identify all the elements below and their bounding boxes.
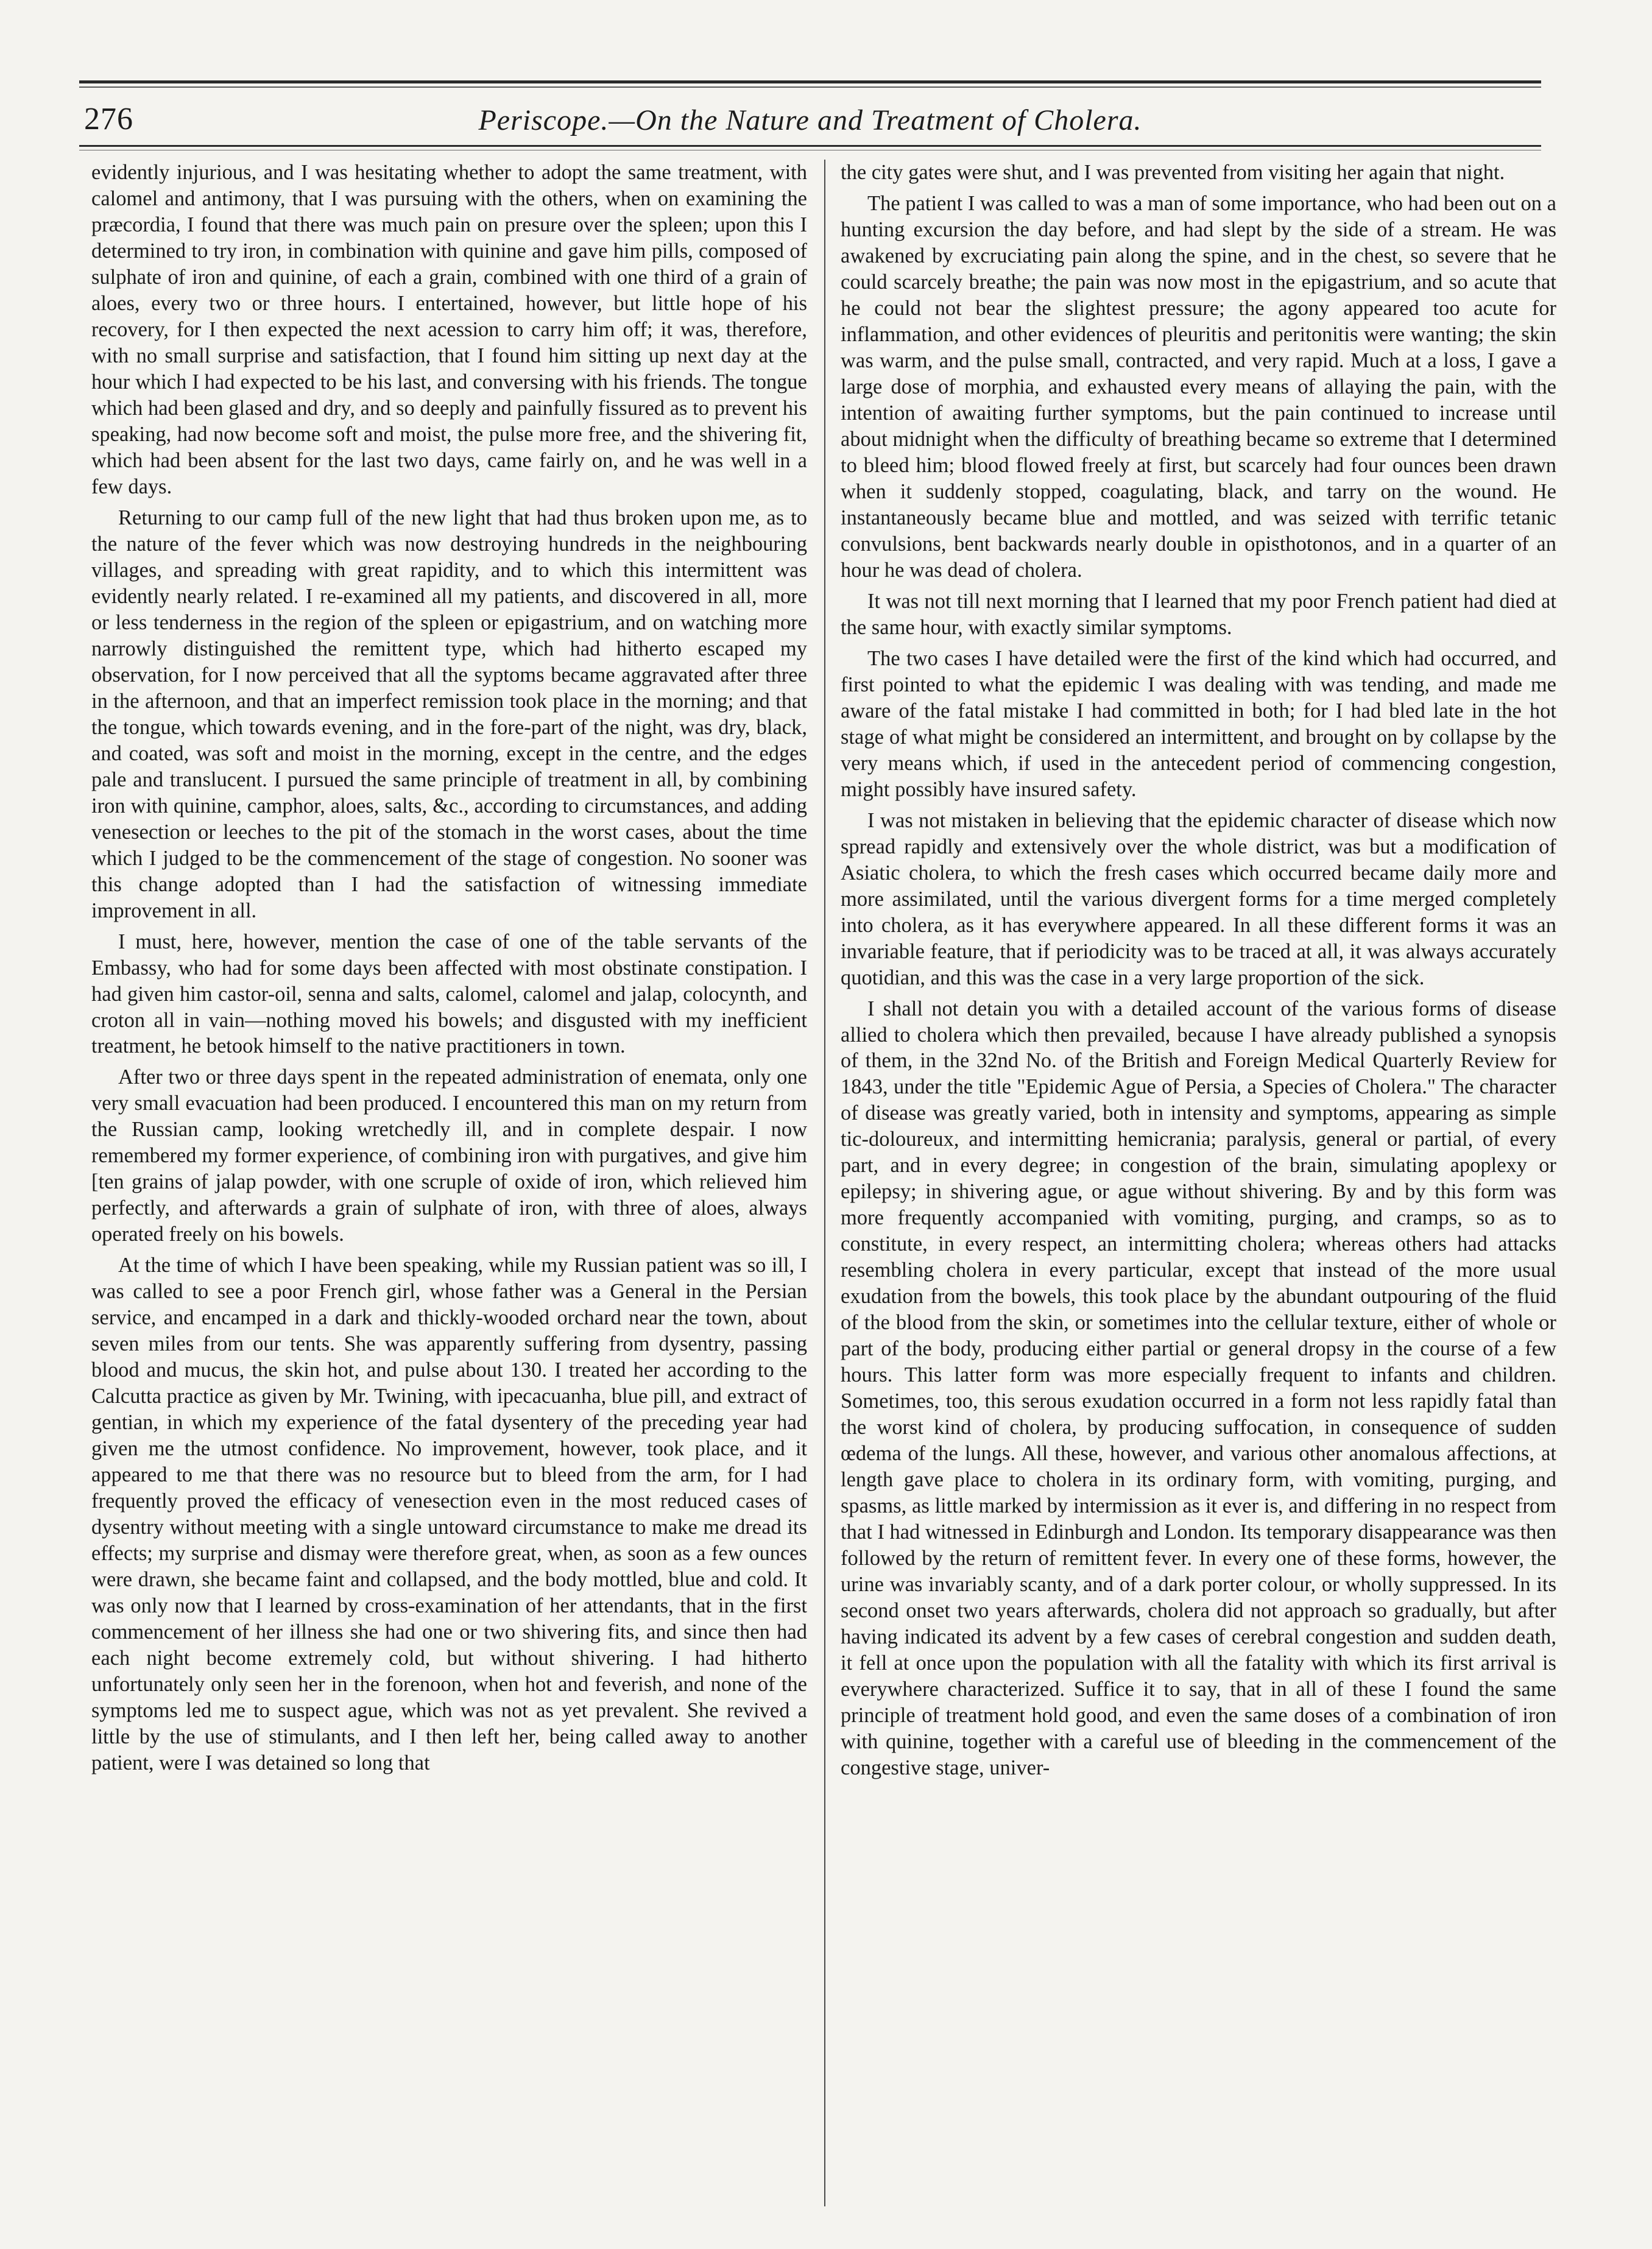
paragraph: I shall not detain you with a detailed account of the various forms of disease allied to cholera which then prevailed, because I have already published a synopsis of them, in the 32nd No. of the British and Foreign Medical Quarterly Review for 1843, under the title "Epidemic Ague of Persia, a Species of Cholera." The character of disease was greatly varied, both in intensity and symptoms, appearing as simple tic-doloureux, and intermitting hemicrania; paralysis, general or partial, of every part, and in every degree; in congestion of the brain, simulating apoplexy or epilepsy; in shivering ague, or ague without shivering. By and by this form was more frequently accompanied with vomiting, purging, and cramps, so as to constitute, in every respect, an intermitting cholera; whereas others had attacks resembling cholera in every particular, except that instead of the more usual exudation from the bowels, this took place by the abundant outpouring of the fluid of the blood from the skin, or sometimes into the cellular texture, either of whole or part of the body, producing either partial or general dropsy in the course of a few hours. This latter form was more especially frequent to infants and children. Sometimes, too, this serous exudation occurred in a form not less rapidly fatal than the worst kind of cholera, by producing suffocation, in consequence of sudden œdema of the lungs. All these, however, and various other anomalous affections, at length gave place to cholera in its ordinary form, with vomiting, purging, and spasms, as little marked by intermission as it ever is, and differing in no respect from that I had witnessed in Edinburgh and London. Its temporary disappearance was then followed by the return of remittent fever. In every one of these forms, however, the urine was invariably scanty, and of a dark porter colour, or wholly suppressed. In its second onset two years afterwards, cholera did not approach so gradually, but after having indicated its advent by a few cases of cerebral congestion and sudden death, it fell at once upon the population with all the fatality with which its first arrival is everywhere characterized. Suffice it to say, that in all of these I found the same principle of treatment hold good, and even the same doses of a combination of iron with quinine, together with a careful use of bleeding in the commencement of the congestive stage, univer-	[841, 997, 1556, 1780]
header-rule	[79, 145, 1541, 147]
paragraph: Returning to our camp full of the new light that had thus broken upon me, as to the nature of the fever which was now destroying hundreds in the neighbouring villages, and spreading with great rapidity, and to which this intermittent was evidently nearly related. I re-examined all my patients, and discovered in all, more or less tenderness in the region of the spleen or epigastrium, and on watching more narrowly distinguished the remittent type, which had hitherto escaped my observation, for I now perceived that all the syptoms became aggravated after three in the afternoon, and that an imperfect remission took place in the morning; and that the tongue, which towards evening, and in the fore-part of the night, was dry, black, and coated, was soft and moist in the morning, except in the centre, and the edges pale and translucent. I pursued the same principle of treatment in all, by combining iron with quinine, camphor, aloes, salts, &c., according to circumstances, and adding venesection or leeches to the pit of the stomach in the worst cases, about the time which I judged to be the commencement of the stage of congestion. No sooner was this change adopted than I had the satisfaction of witnessing immediate improvement in all.	[91, 506, 807, 922]
top-rule-thin	[79, 86, 1541, 88]
left-column	[91, 160, 807, 2219]
paragraph: The two cases I have detailed were the first of the kind which had occurred, and first pointed to what the epidemic I was dealing with was tending, and made me aware of the fatal mistake I had committed in both; for I had bled late in the hot stage of what might be considered an intermittent, and brought on by collapse by the very means which, if used in the antecedent period of commencing congestion, might possibly have insured safety.	[841, 646, 1556, 801]
paragraph: I must, here, however, mention the case of one of the table servants of the Embassy, who had for some days been affected with most obstinate constipation. I had given him castor-oil, senna and salts, calomel, calomel and jalap, colocynth, and croton all in vain—nothing moved his bowels; and disgusted with my inefficient treatment, he betook himself to the native practitioners in town.	[91, 930, 807, 1058]
right-column	[841, 160, 1556, 2219]
page-number: 276	[84, 102, 133, 136]
page-header	[79, 90, 1541, 145]
paragraph: the city gates were shut, and I was prevented from visiting her again that night.	[841, 161, 1505, 184]
paragraph: The patient I was called to was a man of some importance, who had been out on a hunting excursion the day before, and had slept by the side of a stream. He was awakened by excruciating pain along the spine, and in the chest, so severe that he could scarcely breathe; the pain was now most in the epigastrium, and so acute that he could not bear the slightest pressure; the agony appeared too acute for inflammation, and other evidences of pleuritis and peritonitis were wanting; the skin was warm, and the pulse small, contracted, and very rapid. Much at a loss, I gave a large dose of morphia, and exhausted every means of allaying the pain, with the intention of awaiting further symptoms, but the pain continued to increase until about midnight when the difficulty of breathing became so extreme that I determined to bleed him; blood flowed freely at first, but scarcely had four ounces been drawn when it suddenly stopped, coagulating, black, and tarry on the wound. He instantaneously became blue and mottled, and was seized with terrific tetanic convulsions, bent backwards nearly double in opisthotonos, and in a quarter of an hour he was dead of cholera.	[841, 191, 1556, 582]
paragraph: After two or three days spent in the repeated administration of enemata, only one very small evacuation had been produced. I encountered this man on my return from the Russian camp, looking wretchedly ill, and in complete despair. I now remembered my former experience, of combining iron with purgatives, and give him [ten grains of jalap powder, with one scruple of oxide of iron, which relieved him perfectly, and afterwards a grain of sulphate of iron, with three of aloes, always operated freely on his bowels.	[91, 1065, 807, 1246]
paragraph: evidently injurious, and I was hesitating whether to adopt the same treatment, with calomel and antimony, that I was pursuing with the others, when on examining the præcordia, I found that there was much pain on presure over the spleen; upon this I determined to try iron, in combination with quinine and gave him pills, composed of sulphate of iron and quinine, of each a grain, combined with one third of a grain of aloes, every two or three hours. I entertained, however, but little hope of his recovery, for I then expected the next acession to carry him off; it was, therefore, with no small surprise and satisfaction, that I found him sitting up next day at the hour which I had expected to be his last, and conversing with his friends. The tongue which had been glased and dry, and so deeply and painfully fissured as to prevent his speaking, had now become soft and moist, the pulse more free, and the shivering fit, which had been absent for the last two days, came fairly on, and he was well in a few days.	[91, 161, 807, 498]
paragraph: At the time of which I have been speaking, while my Russian patient was so ill, I was called to see a poor French girl, whose father was a General in the Persian service, and encamped in a dark and thickly-wooded orchard near the town, about seven miles from our tents. She was apparently suffering from dysentry, passing blood and mucus, the skin hot, and pulse about 130. I treated her according to the Calcutta practice as given by Mr. Twining, with ipecacuanha, blue pill, and extract of gentian, in which my experience of the fatal dysentery of the preceding year had given me the utmost confidence. No improvement, however, took place, and it appeared to me that there was no resource but to bleed from the arm, for I had frequently proved the efficacy of venesection even in the most reduced cases of dysentry without meeting with a single untoward circumstance to make me dread its effects; my surprise and dismay were therefore great, when, as soon as a few ounces were drawn, she became faint and collapsed, and the body mottled, blue and cold. It was only now that I learned by cross-examination of her attendants, that in the first commencement of her illness she had one or two shivering fits, and since then had each night become extremely cold, but without shivering. I had hitherto unfortunately only seen her in the forenoon, when hot and feverish, and none of the symptoms led me to suspect ague, which was not as yet prevalent. She revived a little by the use of stimulants, and I then left her, being called away to another patient, were I was detained so long that	[91, 1254, 807, 1775]
paragraph: It was not till next morning that I learned that my poor French patient had died at the same hour, with exactly similar symptoms.	[841, 589, 1556, 639]
paragraph: I was not mistaken in believing that the epidemic character of disease which now spread rapidly and extensively over the whole district, was but a modification of Asiatic cholera, to which the fresh cases which occurred became daily more and more assimilated, until the various divergent forms for a time merged completely into cholera, as it has everywhere appeared. In all these different forms it was an invariable feature, that if periodicity was to be traced at all, it was always accurately quotidian, and this was the case in a very large proportion of the sick.	[841, 808, 1556, 989]
top-rule	[79, 80, 1541, 83]
column-divider	[824, 160, 825, 2206]
running-title: Periscope.—On the Nature and Treatment of Cholera.	[478, 104, 1142, 136]
